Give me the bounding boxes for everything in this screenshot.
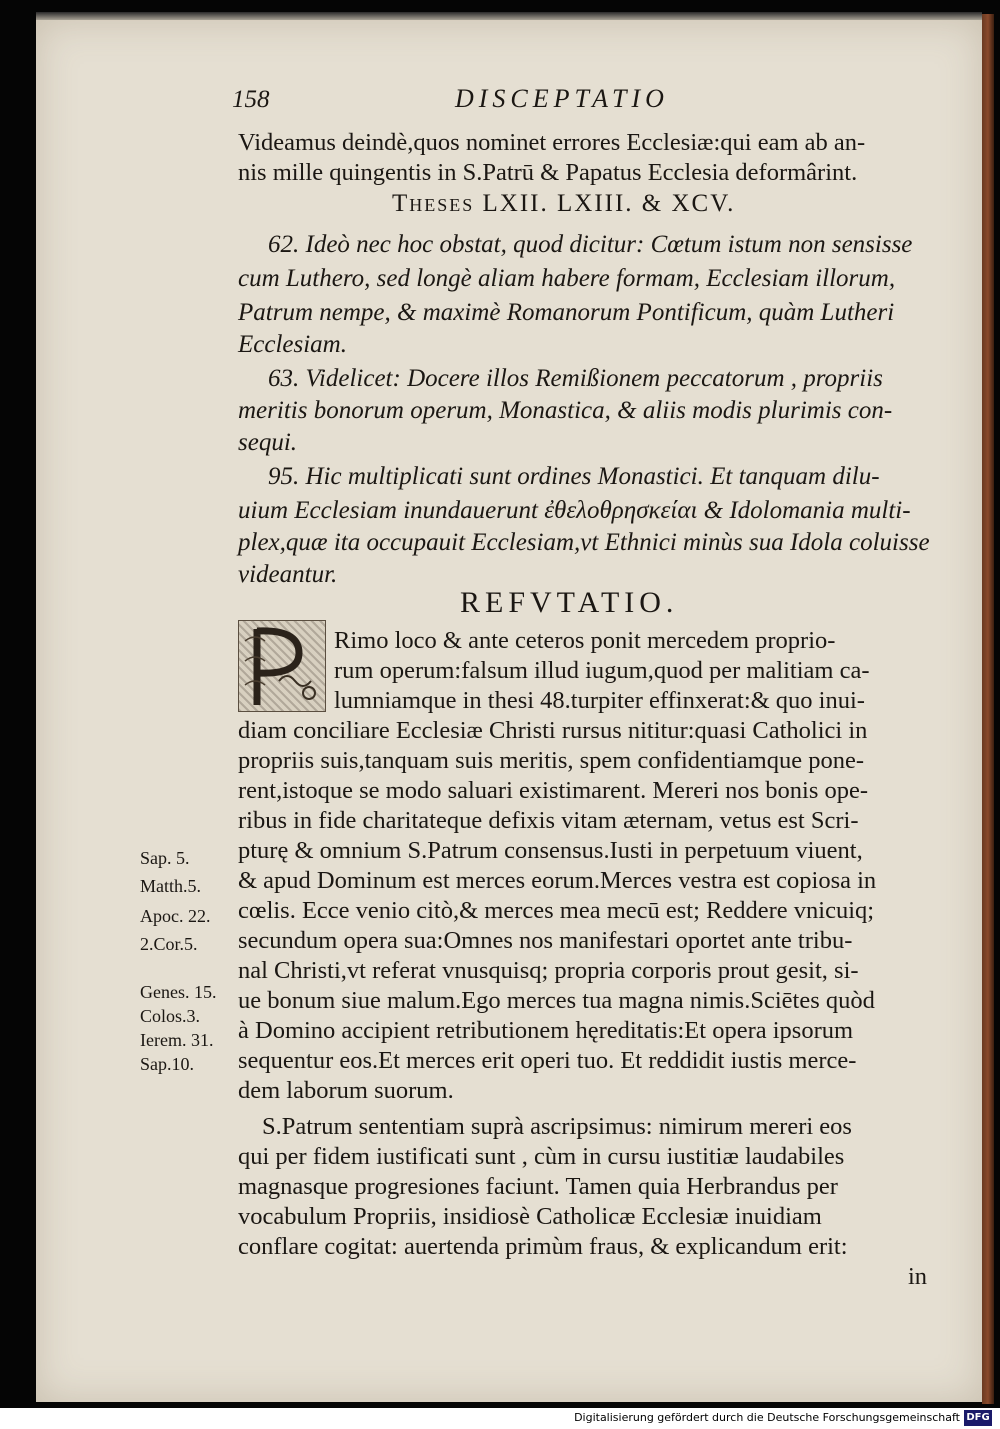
theses-line: sequi. bbox=[238, 429, 298, 456]
margin-note: Sap.10. bbox=[140, 1054, 194, 1074]
margin-note: 2.Cor.5. bbox=[140, 934, 198, 954]
body-line: sequentur eos.Et merces erit operi tuo. Et reddidit iustis merce- bbox=[238, 1047, 857, 1074]
theses-line: Patrum nempe, & maximè Romanorum Pontificum, quàm Lutheri bbox=[238, 299, 895, 326]
theses-line: 62. Ideò nec hoc obstat, quod dicitur: Cœtum istum non sensisse bbox=[268, 231, 913, 258]
body-line: conflare cogitat: auertenda primùm fraus, & explicandum erit: bbox=[238, 1233, 848, 1260]
body-line: secundum opera sua:Omnes nos manifestari oportet ante tribu- bbox=[238, 927, 853, 954]
margin-note: Genes. 15. bbox=[140, 982, 217, 1002]
body-line: rent,istoque se modo saluari existimarent. Mereri nos bonis ope- bbox=[238, 777, 869, 804]
theses-line: uium Ecclesiam inundauerunt ἐθελοθρησκείαι & Idolomania multi- bbox=[238, 497, 911, 524]
running-title: DISCEPTATIO bbox=[455, 84, 669, 113]
body-line: nal Christi,vt referat vnusquisq; propria corporis prout gesit, si- bbox=[238, 957, 859, 984]
theses-heading: Theses LXII. LXIII. & XCV. bbox=[392, 190, 736, 217]
theses-line: plex,quæ ita occupauit Ecclesiam,vt Ethnici minùs sua Idola coluisse bbox=[238, 529, 930, 556]
dfg-logo: DFG bbox=[964, 1410, 992, 1426]
body-line: lumniamque in thesi 48.turpiter effinxerat:& quo inui- bbox=[334, 687, 865, 714]
body-line: rum operum:falsum illud iugum,quod per malitiam ca- bbox=[334, 657, 870, 684]
margin-note: Sap. 5. bbox=[140, 848, 190, 868]
book-cover-edge bbox=[982, 14, 994, 1404]
body-line: & apud Dominum est merces eorum.Merces vestra est copiosa in bbox=[238, 867, 877, 894]
page-number: 158 bbox=[232, 86, 270, 113]
intro-line: Videamus deindè,quos nominet errores Ecclesiæ:qui eam ab an- bbox=[238, 129, 866, 156]
theses-line: 63. Videlicet: Docere illos Remißionem peccatorum , propriis bbox=[268, 365, 883, 392]
margin-note: Matth.5. bbox=[140, 876, 201, 896]
theses-line: 95. Hic multiplicati sunt ordines Monastici. Et tanquam dilu- bbox=[268, 463, 880, 490]
decorated-initial-p bbox=[238, 620, 326, 712]
theses-line: Ecclesiam. bbox=[238, 331, 347, 358]
body-line: magnasque progresiones faciunt. Tamen quia Herbrandus per bbox=[238, 1173, 838, 1200]
catchword: in bbox=[908, 1263, 928, 1290]
margin-note: Apoc. 22. bbox=[140, 906, 211, 926]
body-line: qui per fidem iustificati sunt , cùm in cursu iustitiæ laudabiles bbox=[238, 1143, 845, 1170]
body-line: cœlis. Ecce venio citò,& merces mea mecū est; Reddere vnicuiq; bbox=[238, 897, 875, 924]
margin-note: Ierem. 31. bbox=[140, 1030, 214, 1050]
body-line: S.Patrum sententiam suprà ascripsimus: nimirum mereri eos bbox=[262, 1113, 852, 1140]
body-line: dem laborum suorum. bbox=[238, 1077, 454, 1104]
body-line: propriis suis,tanquam suis meritis, spem confidentiamque pone- bbox=[238, 747, 865, 774]
body-line: ribus in fide charitateque defixis vitam æternam, vetus est Scri- bbox=[238, 807, 859, 834]
body-line: à Domino accipient retributionem hęreditatis:Et opera ipsorum bbox=[238, 1017, 854, 1044]
theses-line: meritis bonorum operum, Monastica, & aliis modis plurimis con- bbox=[238, 397, 893, 424]
body-line: vocabulum Propriis, insidiosè Catholicæ Ecclesiæ inuidiam bbox=[238, 1203, 822, 1230]
intro-line: nis mille quingentis in S.Patrū & Papatus Ecclesia deformârint. bbox=[238, 159, 858, 186]
footer-credit: Digitalisierung gefördert durch die Deutsche Forschungsgemeinschaft bbox=[574, 1411, 960, 1424]
margin-note: Colos.3. bbox=[140, 1006, 201, 1026]
body-line: diam conciliare Ecclesiæ Christi rursus nititur:quasi Catholici in bbox=[238, 717, 868, 744]
body-line: pturę & omnium S.Patrum consensus.Iusti in perpetuum viuent, bbox=[238, 837, 863, 864]
theses-line: videantur. bbox=[238, 561, 338, 588]
body-line: ue bonum siue malum.Ego merces tua magna nimis.Sciētes quòd bbox=[238, 987, 875, 1014]
footer-bar bbox=[0, 1408, 1000, 1429]
theses-line: cum Luthero, sed longè aliam habere formam, Ecclesiam illorum, bbox=[238, 265, 896, 292]
body-line: Rimo loco & ante ceteros ponit mercedem proprio- bbox=[334, 627, 836, 654]
refutatio-heading: REFVTATIO. bbox=[460, 586, 679, 619]
